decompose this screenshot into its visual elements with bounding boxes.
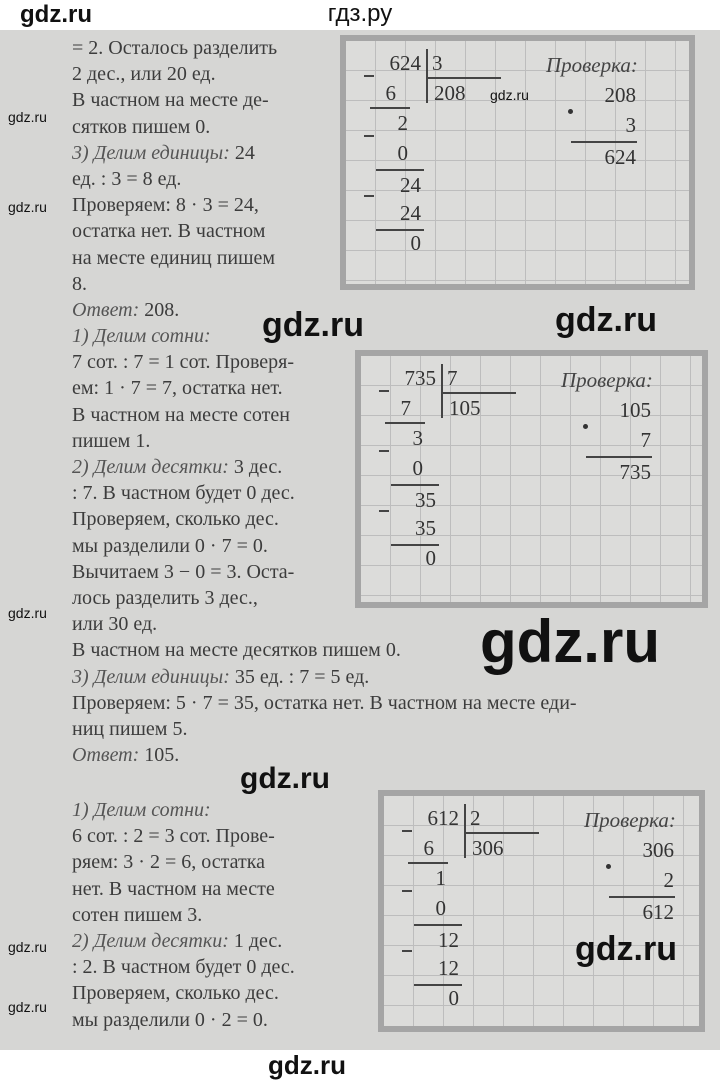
step-number: 7	[400, 396, 411, 420]
watermark: gdz.ru	[8, 999, 47, 1015]
line-text: 35 ед. : 7 = 5 ед.	[229, 665, 370, 688]
division-bar	[426, 77, 501, 79]
line-text: лось разделить 3 дес.,	[72, 586, 258, 609]
line-text: 105.	[139, 744, 180, 767]
underline	[391, 544, 439, 546]
line-text: или 30 ед.	[72, 613, 158, 636]
line-text: 7 сот. : 7 = 1 сот. Проверя-	[72, 351, 295, 374]
text-line	[72, 716, 577, 742]
divisor: 7	[447, 366, 458, 390]
minus-sign	[402, 830, 412, 832]
watermark: gdz.ru	[262, 306, 364, 344]
step-heading: Ответ:	[72, 298, 140, 321]
step-number: 35	[415, 516, 436, 540]
footer	[0, 1050, 720, 1082]
line-text: пишем 1.	[72, 429, 151, 452]
multiply-dot	[606, 864, 611, 869]
underline	[408, 862, 448, 864]
text-line	[72, 980, 295, 1006]
line-text: В частном на месте десятков пишем 0.	[72, 639, 401, 662]
watermark: gdz.ru	[8, 109, 47, 125]
line-text: Проверяем, сколько дес.	[72, 982, 279, 1005]
watermark: gdz.ru	[268, 1050, 346, 1080]
check-multiplier: 7	[640, 428, 651, 452]
line-text: : 7. В частном будет 0 дес.	[72, 482, 295, 505]
check-multiplicand: 208	[604, 83, 636, 107]
text-line	[72, 849, 295, 875]
text-line	[72, 928, 295, 954]
step-number: 3	[412, 426, 423, 450]
underline	[391, 484, 439, 486]
division-bar	[426, 49, 428, 103]
watermark: gdz.ru	[480, 608, 660, 675]
divisor: 2	[470, 806, 481, 830]
site-header	[0, 0, 720, 30]
underline	[586, 456, 652, 458]
minus-sign	[364, 195, 374, 197]
underline	[370, 107, 410, 109]
line-text: Проверяем: 8 · 3 = 24,	[72, 194, 259, 217]
dividend: 624	[389, 51, 421, 75]
division-box-624	[340, 35, 695, 290]
text-line	[72, 1007, 295, 1033]
solution-text-2	[72, 797, 295, 1033]
underline	[609, 896, 675, 898]
line-text: ряем: 3 · 2 = 6, остатка	[72, 851, 265, 874]
dividend: 735	[404, 366, 436, 390]
step-number: 2	[397, 111, 408, 135]
watermark: gdz.ru	[20, 1, 92, 28]
step-heading: 3) Делим единицы:	[72, 141, 230, 164]
underline	[376, 229, 424, 231]
division-box-612	[378, 790, 705, 1032]
watermark: gdz.ru	[8, 199, 47, 215]
text-line	[72, 690, 577, 716]
line-text: В частном на месте сотен	[72, 403, 290, 426]
minus-sign	[402, 890, 412, 892]
line-text: на месте единиц пишем	[72, 246, 276, 269]
line-text: Вычитаем 3 − 0 = 3. Оста-	[72, 560, 295, 583]
check-multiplier: 3	[625, 113, 636, 137]
line-text: 2 дес., или 20 ед.	[72, 63, 216, 86]
text-line	[72, 902, 295, 928]
step-number: 0	[435, 896, 446, 920]
site-title: гдз.ру	[327, 0, 393, 27]
line-text: 24	[229, 141, 255, 164]
divisor: 3	[432, 51, 443, 75]
step-number: 1	[435, 866, 446, 890]
check-result: 735	[619, 460, 651, 484]
step-number: 12	[438, 956, 459, 980]
watermark: gdz.ru	[240, 762, 330, 795]
line-text: остатка нет. В частном	[72, 220, 266, 243]
text-line	[72, 797, 295, 823]
minus-sign	[379, 450, 389, 452]
quotient: 208	[434, 81, 466, 105]
step-heading: 2) Делим десятки:	[72, 929, 229, 952]
line-text: 208.	[139, 298, 180, 321]
check-multiplicand: 105	[619, 398, 651, 422]
watermark: gdz.ru	[575, 930, 677, 968]
step-number: 6	[385, 81, 396, 105]
text-line	[72, 876, 295, 902]
step-number: 0	[412, 456, 423, 480]
line-text: 6 сот. : 2 = 3 сот. Прове-	[72, 825, 275, 848]
line-text: 8.	[72, 272, 87, 295]
step-number: 0	[397, 141, 408, 165]
text-line	[72, 823, 295, 849]
step-heading: 3) Делим единицы:	[72, 665, 230, 688]
underline	[414, 924, 462, 926]
line-text: Проверяем: 5 · 7 = 35, остатка нет. В частном на месте еди-	[72, 691, 577, 714]
multiply-dot	[583, 424, 588, 429]
check-label: Проверка:	[584, 808, 676, 832]
step-number: 0	[425, 546, 436, 570]
step-number: 12	[438, 928, 459, 952]
check-multiplicand: 306	[642, 838, 674, 862]
line-text: сотен пишем 3.	[72, 903, 203, 926]
watermark: gdz.ru	[8, 939, 47, 955]
line-text: нет. В частном на месте	[72, 877, 275, 900]
step-heading: Ответ:	[72, 744, 140, 767]
line-text: сятков пишем 0.	[72, 115, 211, 138]
line-text: = 2. Осталось разделить	[72, 37, 278, 59]
step-heading: 1) Делим сотни:	[72, 799, 211, 821]
minus-sign	[379, 510, 389, 512]
line-text: Проверяем, сколько дес.	[72, 508, 279, 531]
division-bar	[441, 364, 443, 418]
quotient: 306	[472, 836, 504, 860]
line-text: 3 дес.	[228, 456, 283, 478]
minus-sign	[364, 75, 374, 77]
watermark: gdz.ru	[490, 87, 529, 103]
check-label: Проверка:	[561, 368, 653, 392]
watermark: gdz.ru	[8, 605, 47, 621]
check-result: 624	[604, 145, 636, 169]
line-text: ниц пишем 5.	[72, 717, 188, 740]
line-text: мы разделили 0 · 2 = 0.	[72, 1008, 268, 1031]
step-heading: 1) Делим сотни:	[72, 325, 211, 348]
division-bar	[464, 832, 539, 834]
division-bar	[464, 804, 466, 858]
step-number: 35	[415, 488, 436, 512]
underline	[414, 984, 462, 986]
check-result: 612	[642, 900, 674, 924]
line-text: ед. : 3 = 8 ед.	[72, 167, 182, 190]
check-label: Проверка:	[546, 53, 638, 77]
step-number: 24	[400, 173, 421, 197]
division-bar	[441, 392, 516, 394]
text-line	[72, 954, 295, 980]
division-box-735	[355, 350, 708, 608]
step-number: 0	[410, 231, 421, 255]
line-text: 1 дес.	[228, 929, 283, 952]
underline	[571, 141, 637, 143]
step-heading: 2) Делим десятки:	[72, 456, 229, 478]
quotient: 105	[449, 396, 481, 420]
line-text: В частном на месте де-	[72, 89, 269, 112]
underline	[385, 422, 425, 424]
dividend: 612	[427, 806, 459, 830]
line-text: ем: 1 · 7 = 7, остатка нет.	[72, 377, 283, 400]
minus-sign	[379, 390, 389, 392]
minus-sign	[402, 950, 412, 952]
minus-sign	[364, 135, 374, 137]
step-number: 24	[400, 201, 421, 225]
step-number: 0	[448, 986, 459, 1010]
line-text: мы разделили 0 · 7 = 0.	[72, 534, 268, 557]
multiply-dot	[568, 109, 573, 114]
step-number: 6	[423, 836, 434, 860]
line-text: : 2. В частном будет 0 дес.	[72, 956, 295, 979]
watermark: gdz.ru	[555, 301, 657, 339]
underline	[376, 169, 424, 171]
check-multiplier: 2	[663, 868, 674, 892]
